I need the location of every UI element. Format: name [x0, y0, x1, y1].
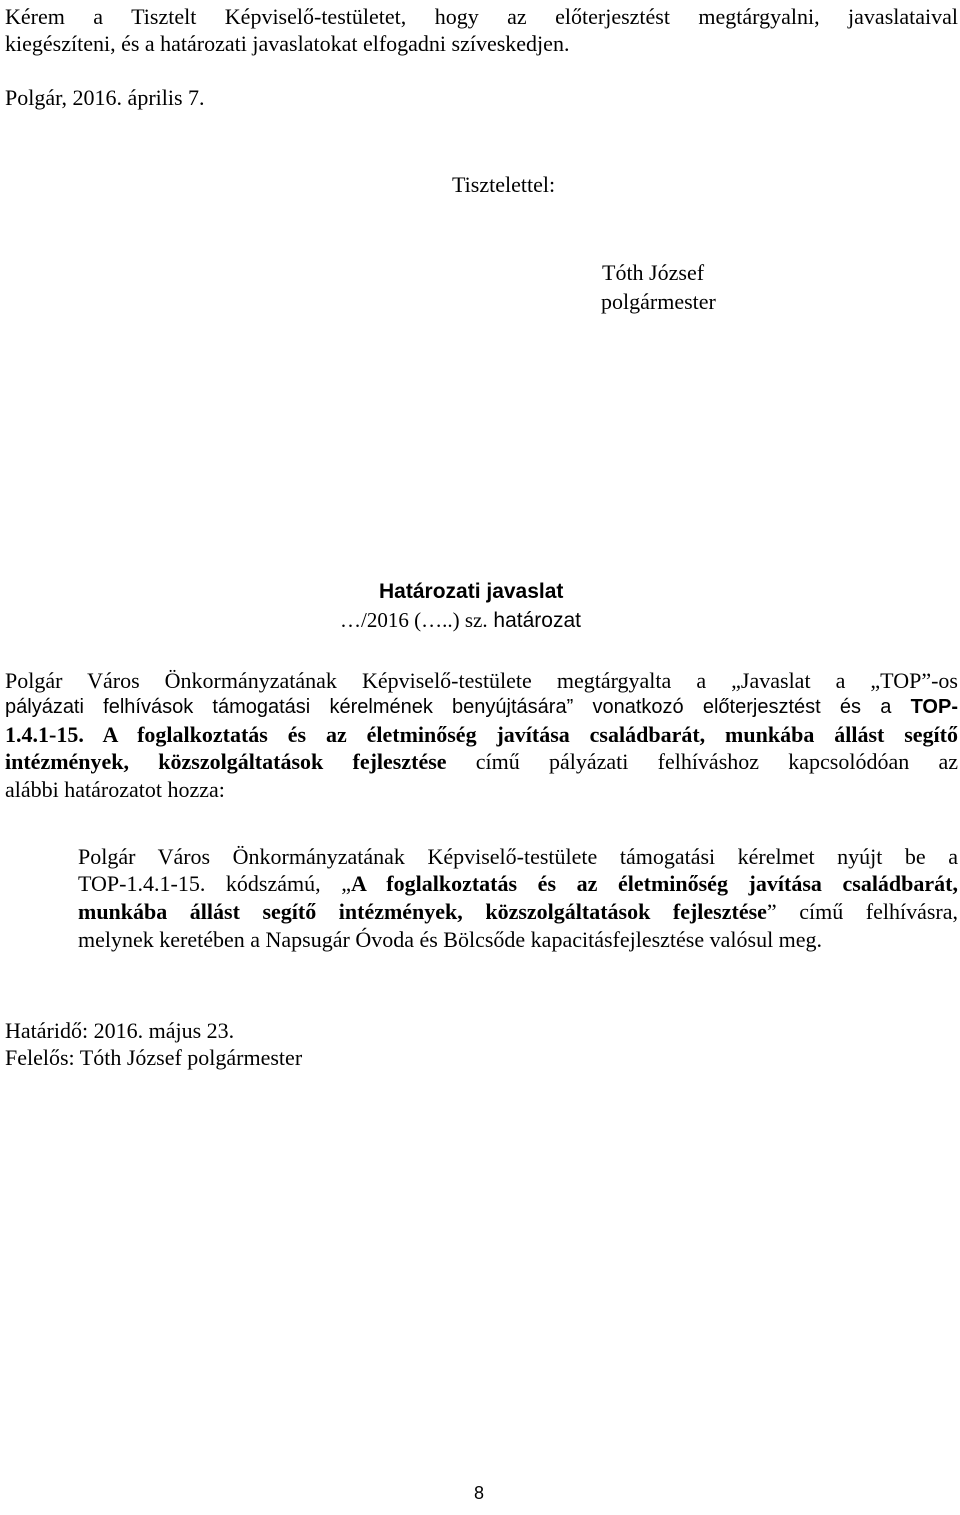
- p1-line-5: alábbi határozatot hozza:: [5, 777, 225, 802]
- place-date: Polgár, 2016. április 7.: [5, 85, 205, 110]
- page-number: 8: [474, 1483, 485, 1503]
- p2-line-4: melynek keretében a Napsugár Óvoda és Bölcsőde kapacitásfejlesztése valósul meg.: [78, 927, 823, 952]
- p1-line-2-bold: TOP-: [910, 696, 958, 718]
- p2-line-1: Polgár Város Önkormányzatának Képviselő-testülete támogatási kérelmet nyújt be a: [78, 844, 958, 869]
- intro-line-1: Kérem a Tisztelt Képviselő-testületet, hogy az előterjesztést megtárgyalni, javaslataival: [5, 4, 958, 29]
- p2-line-2-bold: A foglalkoztatás és az életminőség javítása családbarát,: [351, 871, 958, 896]
- p1-line-4: [5, 748, 958, 775]
- p1-line-1: Polgár Város Önkormányzatának Képviselő-testülete megtárgyalta a „Javaslat a „TOP”-os: [5, 668, 958, 693]
- resolution-heading: Határozati javaslat: [379, 580, 564, 603]
- p2-line-2-text: TOP-1.4.1-15. kódszámú, „: [78, 871, 352, 896]
- p1-line-2-text: pályázati felhívások támogatási kérelmének benyújtására” vonatkozó előterjesztést és a: [5, 696, 911, 718]
- deadline: Határidő: 2016. május 23.: [5, 1018, 235, 1043]
- signatory-title: polgármester: [601, 289, 716, 314]
- signatory-name: Tóth József: [602, 260, 705, 285]
- p2-line-3-bold: munkába állást segítő intézmények, közszolgáltatások fejlesztése: [78, 899, 767, 924]
- intro-line-2: kiegészíteni, és a határozati javaslatokat elfogadni szíveskedjen.: [5, 31, 570, 56]
- p1-line-3: 1.4.1-15. A foglalkoztatás és az életminőség javítása családbarát, munkába állást segítő: [5, 722, 958, 747]
- responsible: Felelős: Tóth József polgármester: [5, 1045, 303, 1070]
- p1-line-4-text: című pályázati felhíváshoz kapcsolódóan az: [446, 749, 958, 774]
- resolution-number-a: …/2016 (…..) sz.: [340, 608, 488, 632]
- p1-line-2: [5, 694, 958, 721]
- p2-line-3: [78, 898, 958, 925]
- resolution-number-b: határozat: [487, 609, 581, 632]
- p1-line-4-bold: intézmények, közszolgáltatások fejlesztése: [5, 749, 447, 774]
- p2-line-2: [78, 870, 958, 897]
- salutation: Tisztelettel:: [452, 172, 556, 197]
- resolution-number: [340, 608, 581, 633]
- p2-line-3-text: ” című felhívásra,: [766, 899, 958, 924]
